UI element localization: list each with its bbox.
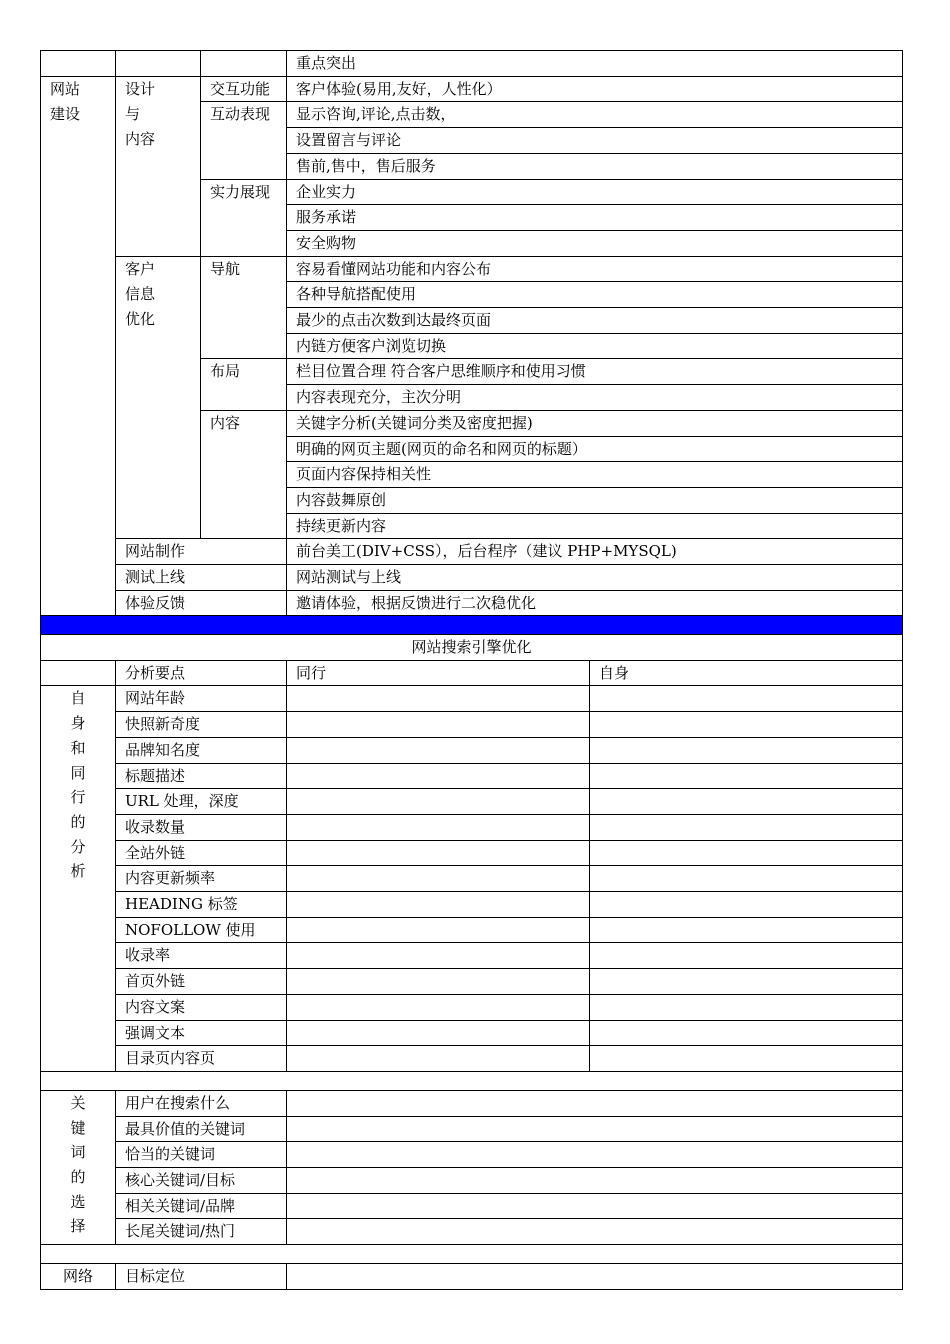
blue-divider (41, 616, 903, 635)
self-cell (590, 994, 903, 1020)
step-label: 网站制作 (116, 539, 287, 565)
table-row (41, 840, 903, 866)
network-item: 目标定位 (116, 1264, 287, 1290)
self-cell (590, 943, 903, 969)
table-row (41, 1219, 903, 1245)
self-cell (590, 763, 903, 789)
analysis-item: 目录页内容页 (116, 1046, 287, 1072)
table-row (41, 686, 903, 712)
table-row (41, 789, 903, 815)
analysis-item: 标题描述 (116, 763, 287, 789)
label-line: 客户 (125, 259, 156, 278)
item-cell: 内容表现充分，主次分明 (287, 385, 903, 411)
header-cell: 分析要点 (116, 660, 287, 686)
analysis-item: 强调文本 (116, 1020, 287, 1046)
network-label: 网络 (41, 1264, 116, 1290)
analysis-item: 首页外链 (116, 969, 287, 995)
analysis-item: 内容文案 (116, 994, 287, 1020)
peer-cell (287, 1046, 590, 1072)
label-line: 网站 (50, 79, 81, 98)
keyword-value (287, 1142, 903, 1168)
subgroup-label: 实力展现 (201, 179, 287, 256)
blank-row (41, 1245, 903, 1264)
self-cell (590, 814, 903, 840)
self-cell (590, 840, 903, 866)
peer-cell (287, 943, 590, 969)
label-line: 选 (70, 1192, 86, 1211)
analysis-item: NOFOLLOW 使用 (116, 917, 287, 943)
table-cell (41, 51, 116, 77)
analysis-item: HEADING 标签 (116, 892, 287, 918)
label-line: 键 (70, 1118, 86, 1137)
item-cell: 各种导航搭配使用 (287, 282, 903, 308)
analysis-label (41, 686, 116, 1072)
item-cell: 服务承诺 (287, 205, 903, 231)
optimize-label (116, 256, 201, 539)
subgroup-label: 交互功能 (201, 76, 287, 102)
label-line: 自 (70, 689, 86, 708)
keyword-value (287, 1168, 903, 1194)
keyword-item: 相关关键词/品牌 (116, 1193, 287, 1219)
table-row (41, 51, 903, 77)
table-row (41, 712, 903, 738)
design-label (116, 76, 201, 256)
table-row (41, 1142, 903, 1168)
item-cell: 持续更新内容 (287, 513, 903, 539)
self-cell (590, 737, 903, 763)
network-value (287, 1264, 903, 1290)
header-cell: 同行 (287, 660, 590, 686)
subgroup-label: 导航 (201, 256, 287, 359)
label-line: 析 (70, 862, 86, 881)
item-cell: 客户体验(易用,友好，人性化） (287, 76, 903, 102)
table-row (41, 969, 903, 995)
table-row (41, 590, 903, 616)
peer-cell (287, 866, 590, 892)
analysis-item: 网站年龄 (116, 686, 287, 712)
table-row (41, 256, 903, 282)
peer-cell (287, 969, 590, 995)
table-row (41, 1071, 903, 1090)
keyword-value (287, 1219, 903, 1245)
table-row (41, 917, 903, 943)
group-label (41, 76, 116, 616)
seo-table (40, 615, 903, 1290)
blank-row (41, 1071, 903, 1090)
keyword-value (287, 1193, 903, 1219)
analysis-item: 收录率 (116, 943, 287, 969)
self-cell (590, 712, 903, 738)
section-title: 网站搜索引擎优化 (41, 635, 903, 661)
item-cell: 页面内容保持相关性 (287, 462, 903, 488)
table-row (41, 1245, 903, 1264)
label-line: 行 (70, 788, 86, 807)
item-cell: 网站测试与上线 (287, 565, 903, 591)
self-cell (590, 892, 903, 918)
website-construction-table (40, 50, 903, 616)
self-cell (590, 686, 903, 712)
item-cell: 内容鼓舞原创 (287, 487, 903, 513)
item-cell: 邀请体验，根据反馈进行二次稳优化 (287, 590, 903, 616)
step-label: 体验反馈 (116, 590, 287, 616)
self-cell (590, 969, 903, 995)
keyword-item: 核心关键词/目标 (116, 1168, 287, 1194)
item-cell: 栏目位置合理 符合客户思维顺序和使用习惯 (287, 359, 903, 385)
analysis-item: 品牌知名度 (116, 737, 287, 763)
label-line: 建设 (50, 104, 81, 123)
self-cell (590, 917, 903, 943)
label-line: 同 (70, 763, 86, 782)
table-row (41, 660, 903, 686)
item-cell: 显示咨询,评论,点击数， (287, 102, 903, 128)
table-row (41, 814, 903, 840)
analysis-item: 全站外链 (116, 840, 287, 866)
self-cell (590, 866, 903, 892)
label-line: 与 (125, 104, 141, 123)
table-cell (41, 660, 116, 686)
analysis-item: 快照新奇度 (116, 712, 287, 738)
analysis-item: URL 处理，深度 (116, 789, 287, 815)
peer-cell (287, 917, 590, 943)
item-cell: 企业实力 (287, 179, 903, 205)
table-row (41, 763, 903, 789)
table-row (41, 1046, 903, 1072)
peer-cell (287, 892, 590, 918)
table-row (41, 943, 903, 969)
keyword-label (41, 1090, 116, 1244)
label-line: 优化 (125, 309, 156, 328)
table-row (41, 565, 903, 591)
keyword-value (287, 1090, 903, 1116)
item-cell: 内链方便客户浏览切换 (287, 333, 903, 359)
keyword-item: 用户在搜索什么 (116, 1090, 287, 1116)
table-row (41, 616, 903, 635)
self-cell (590, 1046, 903, 1072)
table-cell (116, 51, 201, 77)
keyword-item: 最具价值的关键词 (116, 1116, 287, 1142)
peer-cell (287, 1020, 590, 1046)
step-label: 测试上线 (116, 565, 287, 591)
peer-cell (287, 994, 590, 1020)
self-cell (590, 1020, 903, 1046)
table-row (41, 1193, 903, 1219)
table-row (41, 1168, 903, 1194)
item-cell: 最少的点击次数到达最终页面 (287, 308, 903, 334)
label-line: 分 (70, 837, 86, 856)
label-line: 信息 (125, 284, 156, 303)
subgroup-label: 内容 (201, 410, 287, 539)
peer-cell (287, 814, 590, 840)
item-cell: 明确的网页主题(网页的命名和网页的标题） (287, 436, 903, 462)
table-row (41, 76, 903, 102)
peer-cell (287, 763, 590, 789)
analysis-item: 内容更新频率 (116, 866, 287, 892)
subgroup-label: 互动表现 (201, 102, 287, 179)
label-line: 和 (70, 738, 86, 757)
header-cell: 自身 (590, 660, 903, 686)
table-row (41, 737, 903, 763)
label-line: 择 (70, 1217, 86, 1236)
label-line: 设计 (125, 79, 156, 98)
table-row (41, 1020, 903, 1046)
table-cell (201, 51, 287, 77)
table-row (41, 1116, 903, 1142)
item-cell: 关键字分析(关键词分类及密度把握) (287, 410, 903, 436)
table-row (41, 1090, 903, 1116)
label-line: 的 (70, 1168, 86, 1187)
label-line: 身 (70, 714, 86, 733)
self-cell (590, 789, 903, 815)
keyword-item: 恰当的关键词 (116, 1142, 287, 1168)
label-line: 关 (70, 1093, 86, 1112)
peer-cell (287, 686, 590, 712)
subgroup-label: 布局 (201, 359, 287, 410)
table-row (41, 866, 903, 892)
table-row (41, 994, 903, 1020)
item-cell: 容易看懂网站功能和内容公布 (287, 256, 903, 282)
item-cell: 设置留言与评论 (287, 128, 903, 154)
label-line: 词 (70, 1143, 86, 1162)
peer-cell (287, 789, 590, 815)
table-row (41, 539, 903, 565)
keyword-value (287, 1116, 903, 1142)
item-cell: 安全购物 (287, 230, 903, 256)
table-row (41, 892, 903, 918)
peer-cell (287, 840, 590, 866)
label-line: 内容 (125, 129, 156, 148)
item-cell: 重点突出 (287, 51, 903, 77)
item-cell: 前台美工(DIV+CSS），后台程序（建议 PHP+MYSQL) (287, 539, 903, 565)
label-line: 的 (70, 812, 86, 831)
table-row (41, 1264, 903, 1290)
item-cell: 售前,售中，售后服务 (287, 153, 903, 179)
keyword-item: 长尾关键词/热门 (116, 1219, 287, 1245)
peer-cell (287, 712, 590, 738)
analysis-item: 收录数量 (116, 814, 287, 840)
table-row (41, 635, 903, 661)
peer-cell (287, 737, 590, 763)
